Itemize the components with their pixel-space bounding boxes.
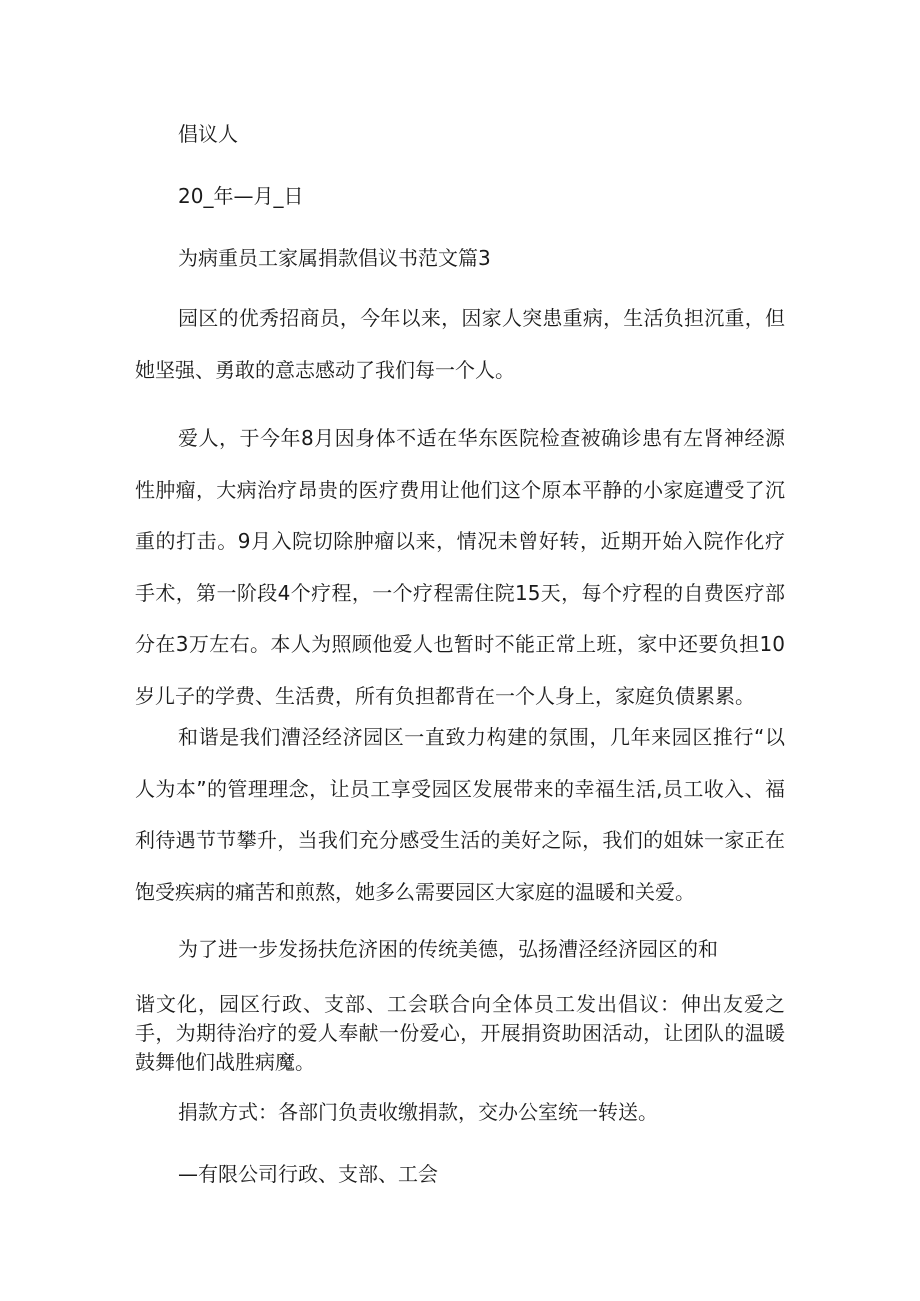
signature-line: —有限公司行政、支部、工会 <box>178 1162 438 1186</box>
signer-label: 倡议人 <box>178 122 238 146</box>
paragraph-harmony: 和谐是我们漕泾经济园区一直致力构建的氛围，几年来园区推行“以人为本”的管理理念，让员工享受园区发展带来的幸福生活,员工收入、福利待遇节节攀升，当我们充分感受生活的美好之际，我们的姐妹一家正在饱受疾病的痛苦和煎熬，她多么需要园区大家庭的温暖和关爱。 <box>135 725 785 904</box>
date-line: 20_年—月_日 <box>178 184 304 208</box>
call-line: 为了进一步发扬扶危济困的传统美德，弘扬漕泾经济园区的和 <box>178 937 718 961</box>
donation-method: 捐款方式：各部门负责收缴捐款，交办公室统一转送。 <box>178 1100 658 1124</box>
section-title: 为病重员工家属捐款倡议书范文篇3 <box>178 246 491 270</box>
paragraph-intro: 园区的优秀招商员，今年以来，因家人突患重病，生活负担沉重，但她坚强、勇敢的意志感动了我们每一个人。 <box>135 306 785 382</box>
paragraph-illness: 爱人，于今年8月因身体不适在华东医院检查被确诊患有左肾神经源性肿瘤，大病治疗昂贵的医疗费用让他们这个原本平静的小家庭遭受了沉重的打击。9月入院切除肿瘤以来，情况未曾好转，近期开始入院作化疗手术，第一阶段4个疗程，一个疗程需住院15天，每个疗程的自费医疗部分在3万左右。本人为照顾他爱人也暂时不能正常上班，家中还要负担10岁儿子的学费、生活费，所有负担都背在一个人身上，家庭负债累累。 <box>135 426 785 708</box>
call-paragraph: 谐文化，园区行政、支部、工会联合向全体员工发出倡议：伸出友爱之手，为期待治疗的爱人奉献一份爱心，开展捐资助困活动，让团队的温暖鼓舞他们战胜病魔。 <box>135 992 785 1074</box>
